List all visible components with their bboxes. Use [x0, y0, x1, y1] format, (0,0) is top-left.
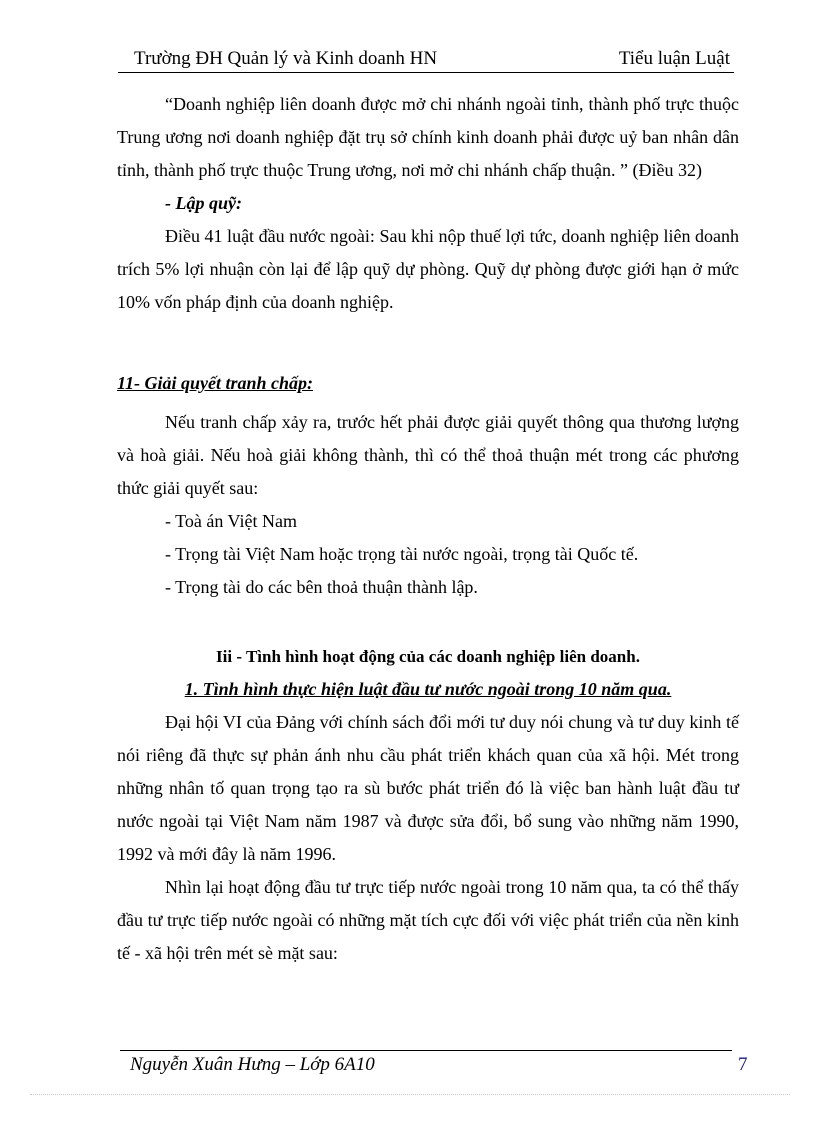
page-number: 7	[738, 1054, 748, 1075]
footer-author: Nguyễn Xuân Hưng – Lớp 6A10	[130, 1054, 375, 1075]
paragraph-dai-hoi-vi: Đại hội VI của Đảng với chính sách đổi mới tư duy nói chung và tư duy kinh tế nói riêng đã thực sự phản ánh nhu cầu phát triển khách quan của xã hội. Mét trong những nhân tố quan trọng tạo ra sù bước phát triển đó là việc ban hành luật đầu tư nước ngoài tại Việt Nam năm 1987 và được sửa đổi, bổ sung vào những năm 1990, 1992 và mới đây là năm 1996.	[117, 712, 739, 864]
footer-divider	[120, 1050, 732, 1051]
list-item: - Trọng tài Việt Nam hoặc trọng tài nước ngoài, trọng tài Quốc tế.	[165, 544, 639, 564]
page-break-line	[30, 1094, 790, 1095]
spacer	[117, 319, 739, 367]
header-doc-type: Tiểu luận Luật	[618, 48, 730, 69]
paragraph-article-41: Điều 41 luật đầu nước ngoài: Sau khi nộp thuế lợi tức, doanh nghiệp liên doanh trích 5% lợi nhuận còn lại để lập quỹ dự phòng. Quỹ dự phòng được giới hạn ở mức 10% vốn pháp định của doanh nghiệp.	[117, 226, 739, 312]
list-item: - Trọng tài do các bên thoả thuận thành lập.	[165, 577, 478, 597]
list-item: - Toà án Việt Nam	[165, 511, 297, 531]
paragraph-dispute: Nếu tranh chấp xảy ra, trước hết phải được giải quyết thông qua thương lượng và hoà giải. Nếu hoà giải không thành, thì có thể thoả thuận mét trong các phương thức giải quyết sau:	[117, 412, 739, 498]
paragraph-quote-article-32: “Doanh nghiệp liên doanh được mở chi nhánh ngoài tỉnh, thành phố trực thuộc Trung ương nơi doanh nghiệp đặt trụ sở chính kinh doanh phải được uỷ ban nhân dân tỉnh, thành phố trực thuộc Trung ương, nơi mở chi nhánh chấp thuận. ” (Điều 32)	[117, 94, 739, 180]
part-heading-iii: Iii - Tình hình hoạt động của các doanh nghiệp liên doanh.	[216, 647, 640, 666]
spacer	[117, 604, 739, 640]
page-header	[118, 44, 734, 73]
subheading-lap-quy: - Lập quỹ:	[165, 193, 242, 213]
page-body	[117, 88, 739, 970]
header-school: Trường ĐH Quản lý và Kinh doanh HN	[134, 48, 438, 69]
section-heading-11: 11- Giải quyết tranh chấp:	[117, 373, 314, 393]
section-heading-1: 1. Tình hình thực hiện luật đầu tư nước ngoài trong 10 năm qua.	[184, 679, 672, 699]
paragraph-nhin-lai: Nhìn lại hoạt động đầu tư trực tiếp nước ngoài trong 10 năm qua, ta có thể thấy đầu tư trực tiếp nước ngoài có những mặt tích cực đối với việc phát triển của nền kinh tế - xã hội trên mét sè mặt sau:	[117, 877, 739, 963]
